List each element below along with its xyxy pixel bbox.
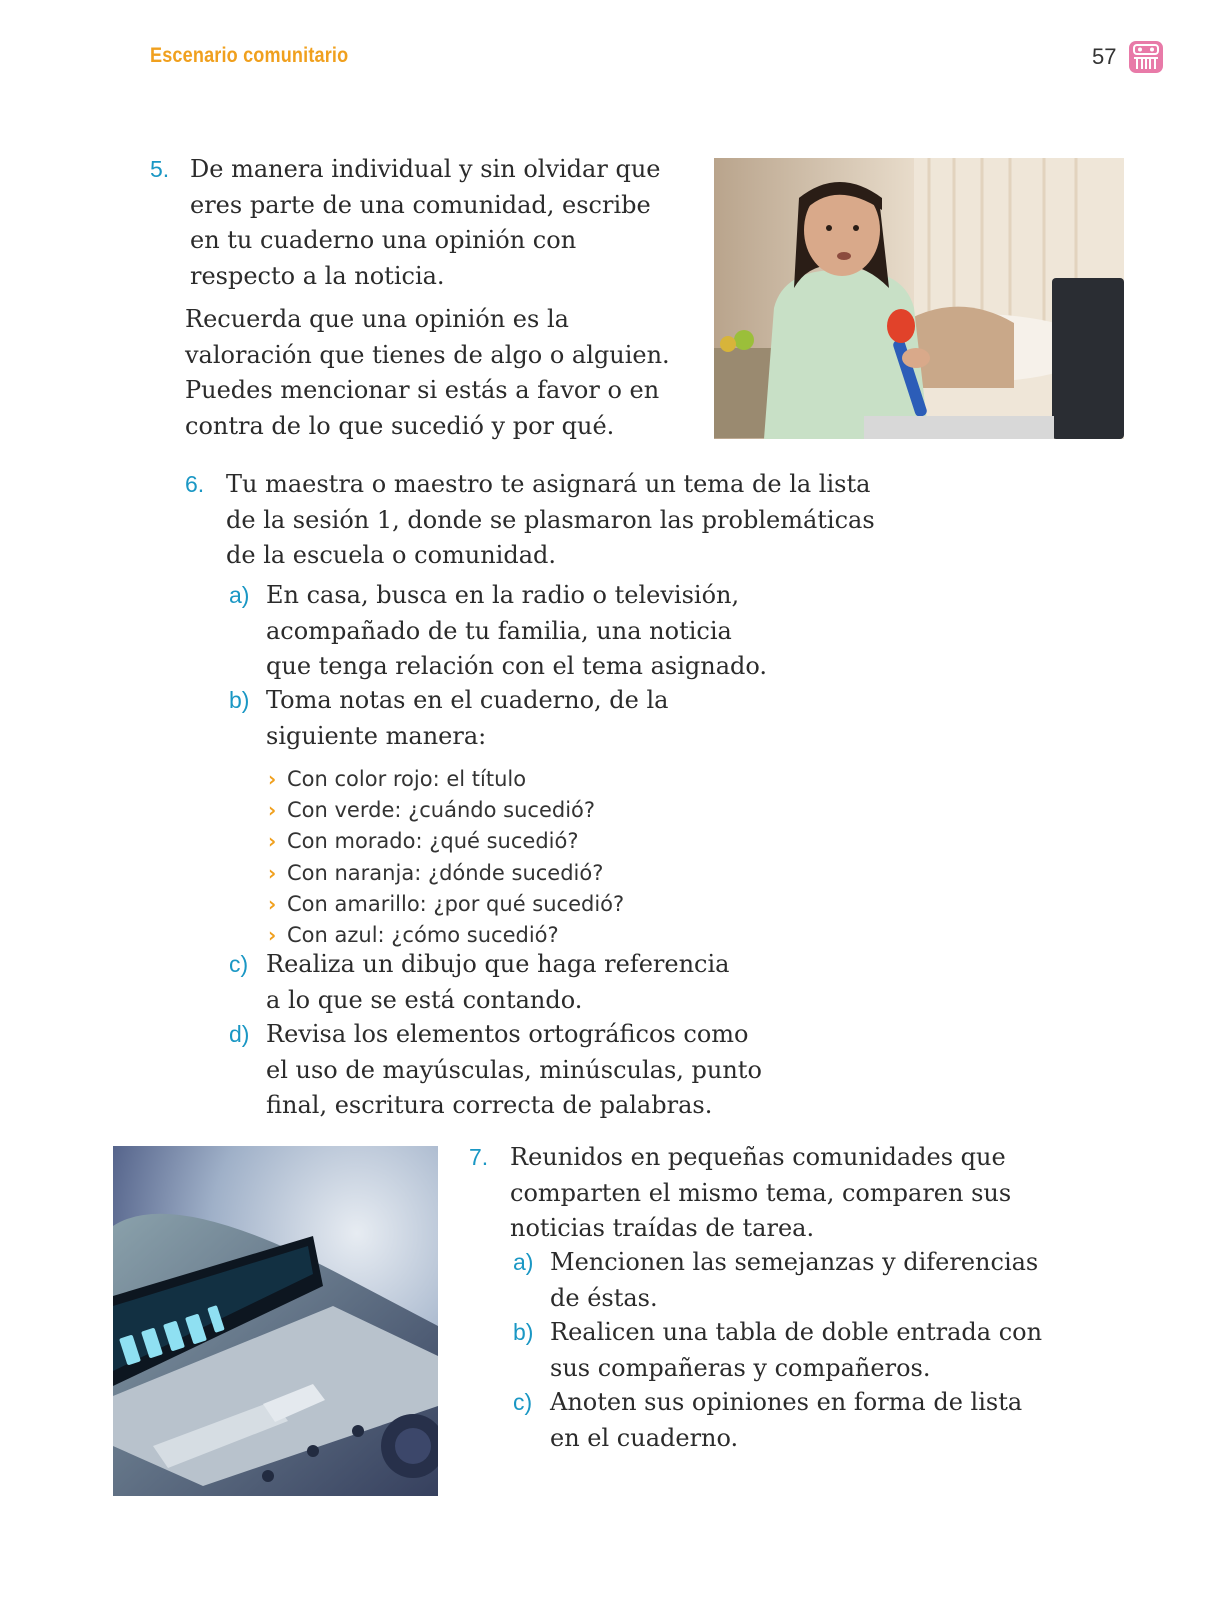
item-7a-letter: a) (513, 1249, 534, 1275)
item-5-number: 5. (150, 156, 170, 182)
item-6a-letter: a) (229, 582, 250, 608)
section-title: Escenario comunitario (150, 44, 349, 67)
chevron-right-icon: › (268, 798, 277, 823)
chevron-right-icon: › (268, 829, 277, 854)
item-6c-text: Realiza un dibujo que haga referencia a lo que se está contando. (266, 950, 730, 1014)
list-item: › Con azul: ¿cómo sucedió? (268, 920, 624, 951)
list-item: › Con amarillo: ¿por qué sucedió? (268, 889, 624, 920)
item-5-text: De manera individual y sin olvidar que eres parte de una comunidad, escribe en tu cuaderno una opinión con respecto a la noticia. (190, 155, 661, 290)
item-6b-letter: b) (229, 687, 250, 713)
color-notes-list (268, 764, 624, 951)
glyph-icon (1128, 40, 1164, 74)
item-6d-letter: d) (229, 1021, 250, 1047)
girl-microphone-photo (714, 158, 1124, 439)
list-item: › Con morado: ¿qué sucedió? (268, 826, 624, 857)
stereo-display-photo (113, 1146, 438, 1496)
item-7c-text: Anoten sus opiniones en forma de lista en el cuaderno. (550, 1388, 1023, 1452)
chevron-right-icon: › (268, 860, 277, 885)
item-5-note: Recuerda que una opinión es la valoración que tienes de algo o alguien. Puedes mencionar si estás a favor o en contra de lo que sucedió y por qué. (185, 305, 670, 440)
item-6-text: Tu maestra o maestro te asignará un tema de la lista de la sesión 1, donde se plasmaron las problemáticas de la escuela o comunidad. (226, 470, 875, 569)
list-item: › Con naranja: ¿dónde sucedió? (268, 858, 624, 889)
item-7b-text: Realicen una tabla de doble entrada con sus compañeras y compañeros. (550, 1318, 1043, 1382)
item-7-text: Reunidos en pequeñas comunidades que comparten el mismo tema, comparen sus noticias traídas de tarea. (510, 1143, 1012, 1242)
page-number: 57 (1092, 44, 1117, 69)
list-item: › Con color rojo: el título (268, 764, 624, 795)
item-7a-text: Mencionen las semejanzas y diferencias de éstas. (550, 1248, 1039, 1312)
item-7b-letter: b) (513, 1319, 534, 1345)
chevron-right-icon: › (268, 923, 277, 948)
item-6a-text: En casa, busca en la radio o televisión, acompañado de tu familia, una noticia que tenga relación con el tema asignado. (266, 581, 768, 680)
item-6d-text: Revisa los elementos ortográficos como el uso de mayúsculas, minúsculas, punto final, escritura correcta de palabras. (266, 1020, 762, 1119)
item-7c-letter: c) (513, 1389, 533, 1415)
item-6c-letter: c) (229, 951, 249, 977)
list-item: › Con verde: ¿cuándo sucedió? (268, 795, 624, 826)
chevron-right-icon: › (268, 767, 277, 791)
item-7-number: 7. (469, 1144, 489, 1170)
item-6-number: 6. (185, 471, 205, 497)
chevron-right-icon: › (268, 891, 277, 916)
item-6b-text: Toma notas en el cuaderno, de la siguiente manera: (266, 686, 669, 750)
